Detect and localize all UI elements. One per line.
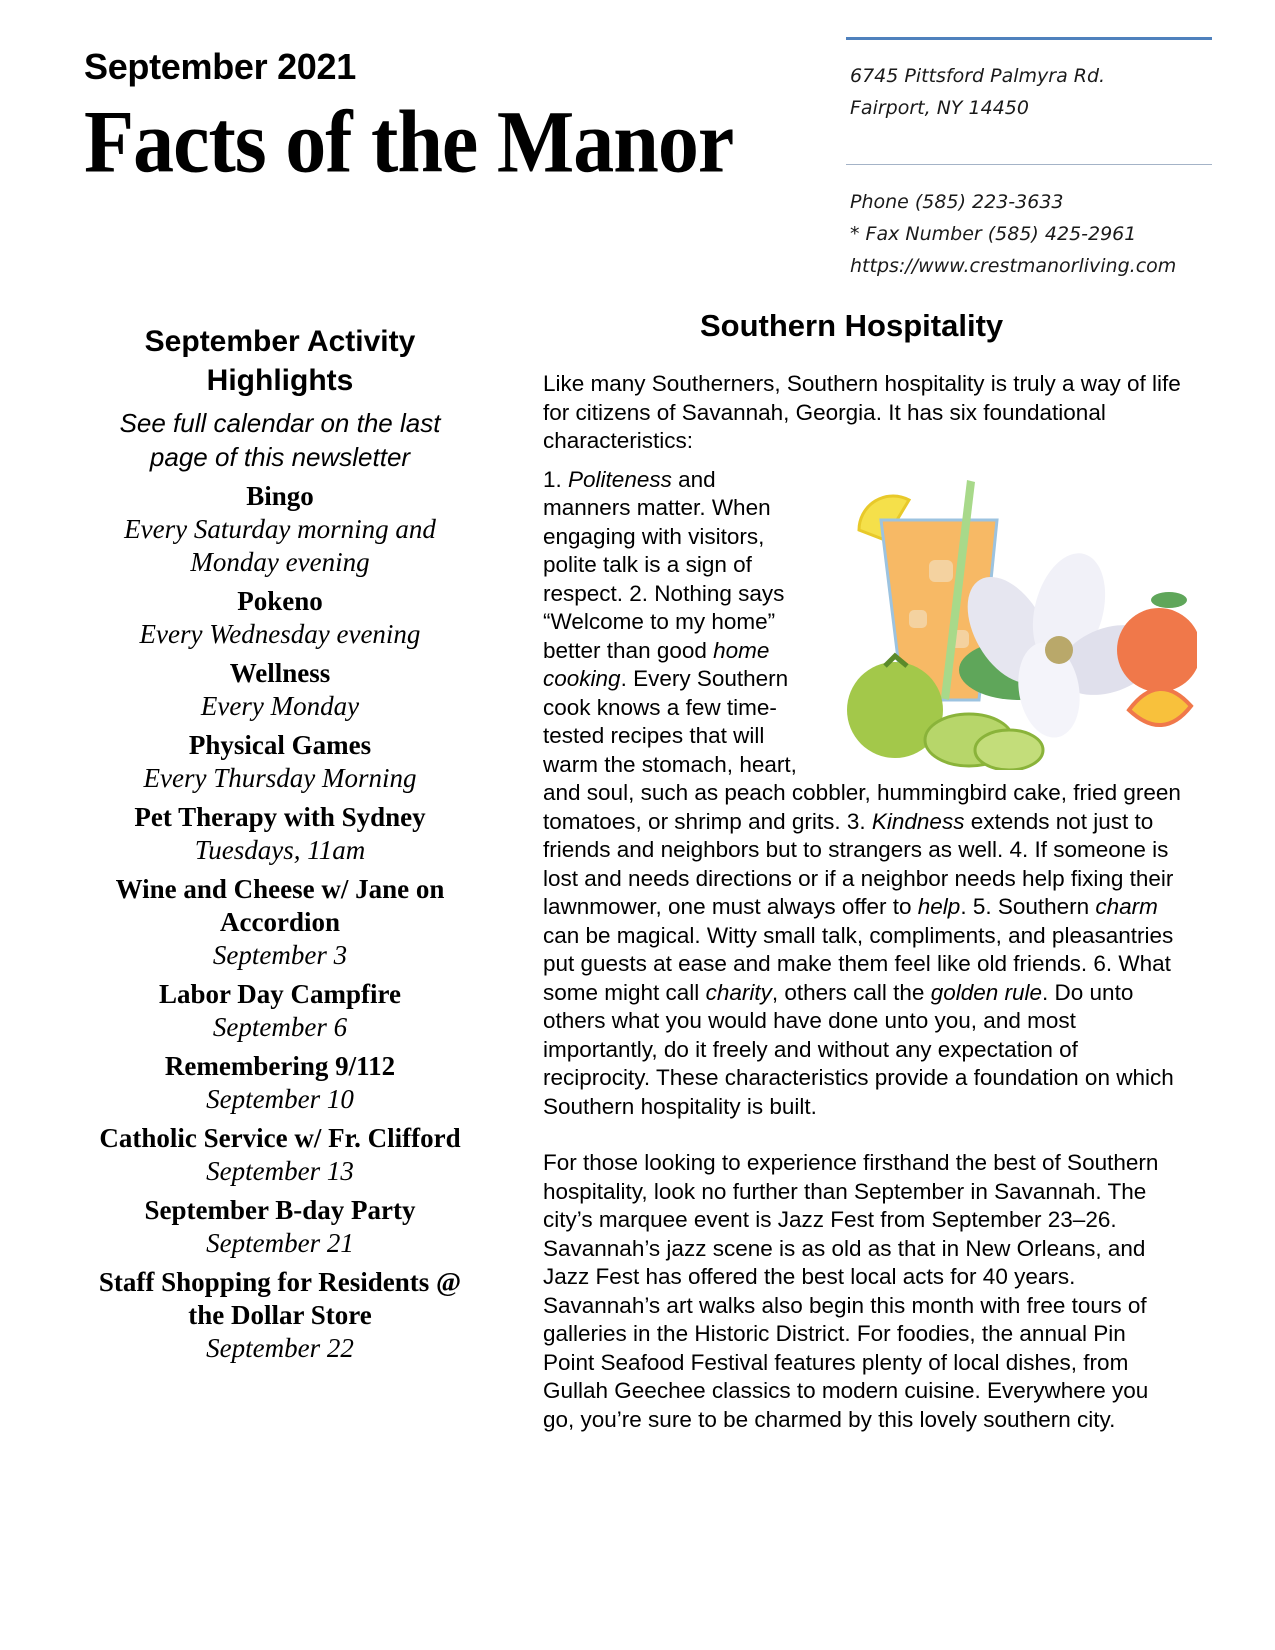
event-name: Wellness (229, 658, 331, 688)
event-name: Wine and Cheese w/ Jane on Accordion (115, 874, 445, 937)
address-block (850, 60, 1105, 124)
address-line-1: 6745 Pittsford Palmyra Rd. (850, 65, 1106, 87)
phone-number: Phone (585) 223-3633 (850, 191, 1064, 213)
event-schedule: September 21 (206, 1228, 354, 1258)
event-schedule: September 10 (206, 1084, 354, 1114)
sweet-tea-illustration (819, 470, 1197, 770)
event-item (90, 1194, 470, 1260)
article-intro: Like many Southerners, Southern hospitality is truly a way of life for citizens of Savannah, Georgia. It has six foundational characteristics: (543, 371, 1181, 453)
article-closing: For those looking to experience firsthand the best of Southern hospitality, look no further than September in Savannah. The city’s marquee event is Jazz Fest from September 23–26. Savannah’s jazz scene is as old as that in New Orleans, and Jazz Fest has offered the best local acts for 40 years. Savannah’s art walks also begin this month with free tours of galleries in the Historic District. For foodies, the annual Pin Point Seafood Festival features plenty of local dishes, from Gullah Geechee classics to modern cuisine. Everywhere you go, you’re sure to be charmed by this lovely southern city. (543, 1150, 1159, 1432)
event-item (90, 585, 470, 651)
paragraph-gap (543, 1121, 1183, 1149)
article-body (543, 370, 1183, 1434)
event-schedule: Every Wednesday evening (139, 619, 421, 649)
event-item (90, 1050, 470, 1116)
issue-date: September 2021 (84, 46, 356, 87)
event-item (90, 978, 470, 1044)
header-accent-rule (846, 37, 1212, 40)
event-schedule: Every Monday (200, 691, 360, 721)
event-item (90, 873, 470, 972)
event-name: Physical Games (188, 730, 372, 760)
event-item (90, 480, 470, 579)
article-title: Southern Hospitality (700, 308, 1004, 343)
peach-icon (1117, 592, 1197, 725)
event-schedule: September 22 (206, 1333, 354, 1363)
event-schedule: September 13 (206, 1156, 354, 1186)
newsletter-masthead: Facts of the Manor (84, 92, 734, 191)
event-item (90, 1122, 470, 1188)
contact-block (850, 186, 1176, 282)
event-name: Pokeno (237, 586, 323, 616)
event-schedule: Tuesdays, 11am (194, 835, 366, 865)
event-name: Catholic Service w/ Fr. Clifford (99, 1123, 461, 1153)
event-list (90, 480, 470, 1365)
event-name: Remembering 9/112 (164, 1051, 396, 1081)
contact-divider (846, 164, 1212, 165)
event-schedule: September 3 (212, 940, 348, 970)
event-item (90, 657, 470, 723)
article-characteristics: 1. Politeness and manners matter. When engaging with visitors, polite talk is a sign of respect. 2. Nothing says “Welcome to my home” better than good home cooking. Every Southern cook knows a few time-tested recipes that will warm the stomach, heart, and soul, such as peach cobbler, hummingbird cake, fried green tomatoes, or shrimp and grits. 3. Kindness extends not just to friends and neighbors but to strangers as well. 4. If someone is lost and needs directions or if a neighbor needs help fixing their lawnmower, one must always offer to help. 5. Southern charm can be magical. Witty small talk, compliments, and pleasantries put guests at ease and make them feel like old friends. 6. What some might call charity, others call the golden rule. Do unto others what you would have done unto you, and most importantly, do it freely and without any expectation of reciprocity. These characteristics provide a foundation on which Southern hospitality is built. (543, 466, 1183, 1122)
event-schedule: Every Saturday morning and Monday evening (124, 514, 436, 577)
fax-number: * Fax Number (585) 425-2961 (850, 223, 1137, 245)
highlights-subtitle: See full calendar on the last page of this newsletter (119, 408, 441, 472)
event-name: Labor Day Campfire (159, 979, 401, 1009)
highlights-title: September Activity Highlights (144, 325, 416, 397)
event-schedule: Every Thursday Morning (143, 763, 417, 793)
event-name: September B-day Party (144, 1195, 416, 1225)
event-name: Staff Shopping for Residents @ the Dollar Store (98, 1267, 462, 1330)
event-item (90, 1266, 470, 1365)
address-line-2: Fairport, NY 14450 (850, 97, 1029, 119)
event-item (90, 729, 470, 795)
event-schedule: September 6 (212, 1012, 348, 1042)
website-link[interactable]: https://www.crestmanorliving.com (850, 255, 1177, 277)
activity-highlights (90, 322, 470, 1365)
event-name: Bingo (246, 481, 314, 511)
event-name: Pet Therapy with Sydney (134, 802, 426, 832)
event-item (90, 801, 470, 867)
